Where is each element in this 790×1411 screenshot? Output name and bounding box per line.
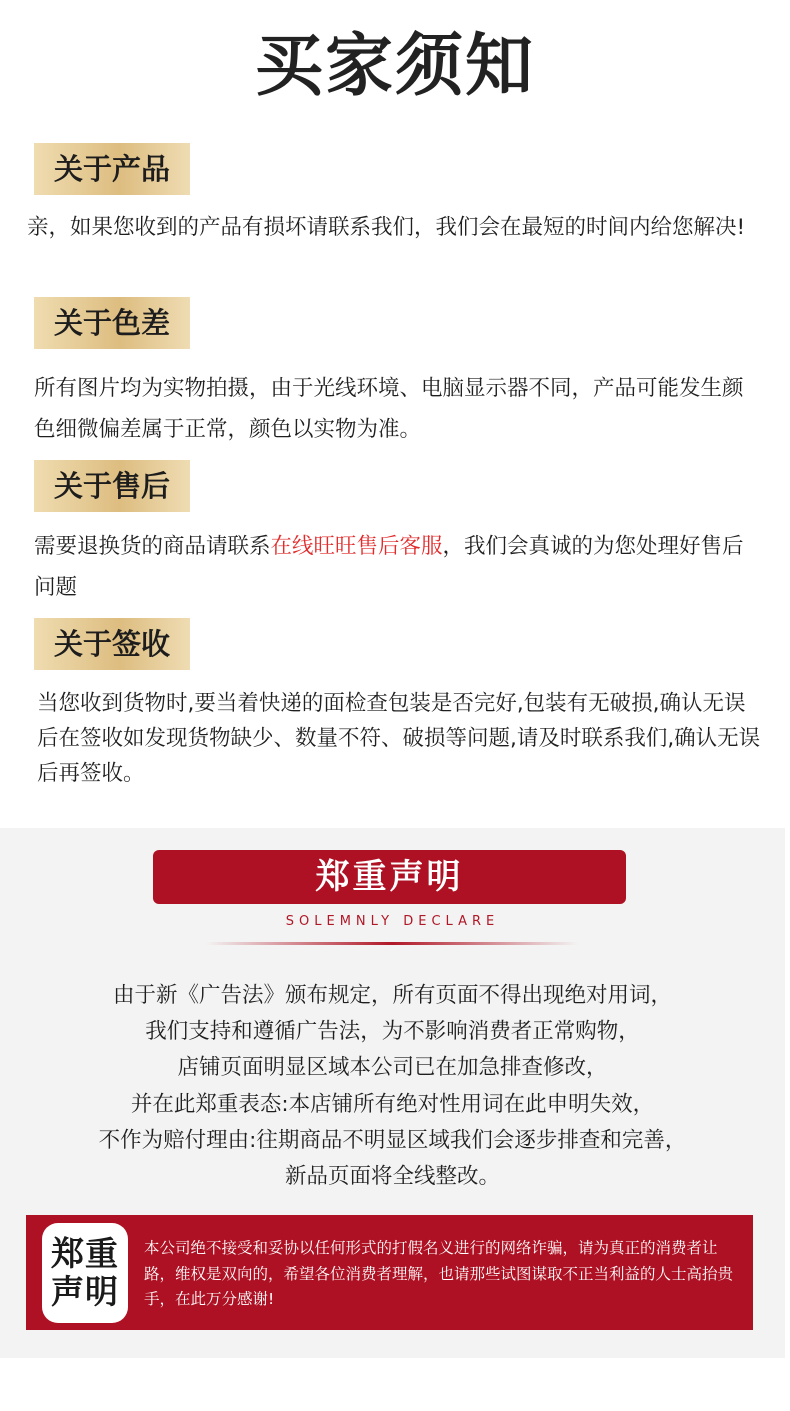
declaration-line: 不作为赔付理由:往期商品不明显区域我们会逐步排查和完善， [98,1127,687,1153]
section-heading-product: 关于产品 [34,143,190,195]
declaration-banner: 郑重声明 [153,850,626,904]
aftersale-text-before: 需要退换货的商品请联系 [34,534,271,559]
section-heading-signing: 关于签收 [34,618,190,670]
declaration-line: 并在此郑重表态:本店铺所有绝对性用词在此申明失效， [130,1091,655,1117]
declaration-line: 我们支持和遵循广告法，为不影响消费者正常购物， [145,1019,640,1045]
section-text-color: 所有图片均为实物拍摄，由于光线环境、电脑显示器不同，产品可能发生颜色细微偏差属于正常，颜色以实物为准。 [34,376,744,442]
declaration-subtitle: SOLEMNLY DECLARE [285,914,500,929]
section-heading-aftersale: 关于售后 [34,460,190,512]
page-title: 买家须知 [254,27,535,106]
section-heading-color: 关于色差 [34,297,190,349]
declaration-line: 新品页面将全线整改。 [284,1164,500,1190]
anti-fraud-notice-text: 本公司绝不接受和妥协以任何形式的打假名义进行的网络诈骗，请为真正的消费者让路，维权是双向的，希望各位消费者理解，也请那些试图谋取不正当利益的人士高抬贵手，在此万分感谢! [144,1239,734,1308]
declaration-divider [206,942,578,945]
declaration-line: 由于新《广告法》颁布规定，所有页面不得出现绝对用词， [112,983,672,1008]
badge-line: 郑重 [51,1234,119,1273]
section-text-aftersale [34,526,764,608]
declaration-line: 店铺页面明显区域本公司已在加急排查修改， [177,1055,608,1081]
declaration-body [0,978,785,1195]
section-text-signing: 当您收到货物时,要当着快递的面检查包装是否完好,包装有无破损,确认无误后在签收如发现货物缺少、数量不符、破损等问题,请及时联系我们,确认无误后再签收。 [37,691,761,786]
section-text-product: 亲，如果您收到的产品有损坏请联系我们，我们会在最短的时间内给您解决! [27,215,746,240]
anti-fraud-notice-box [26,1215,753,1330]
badge-line: 声明 [51,1272,119,1311]
declaration-badge [42,1223,128,1323]
aftersale-text-after: ，我们会真诚的为您处理好售后问题 [34,534,744,600]
online-service-link[interactable]: 在线旺旺售后客服 [270,534,443,559]
